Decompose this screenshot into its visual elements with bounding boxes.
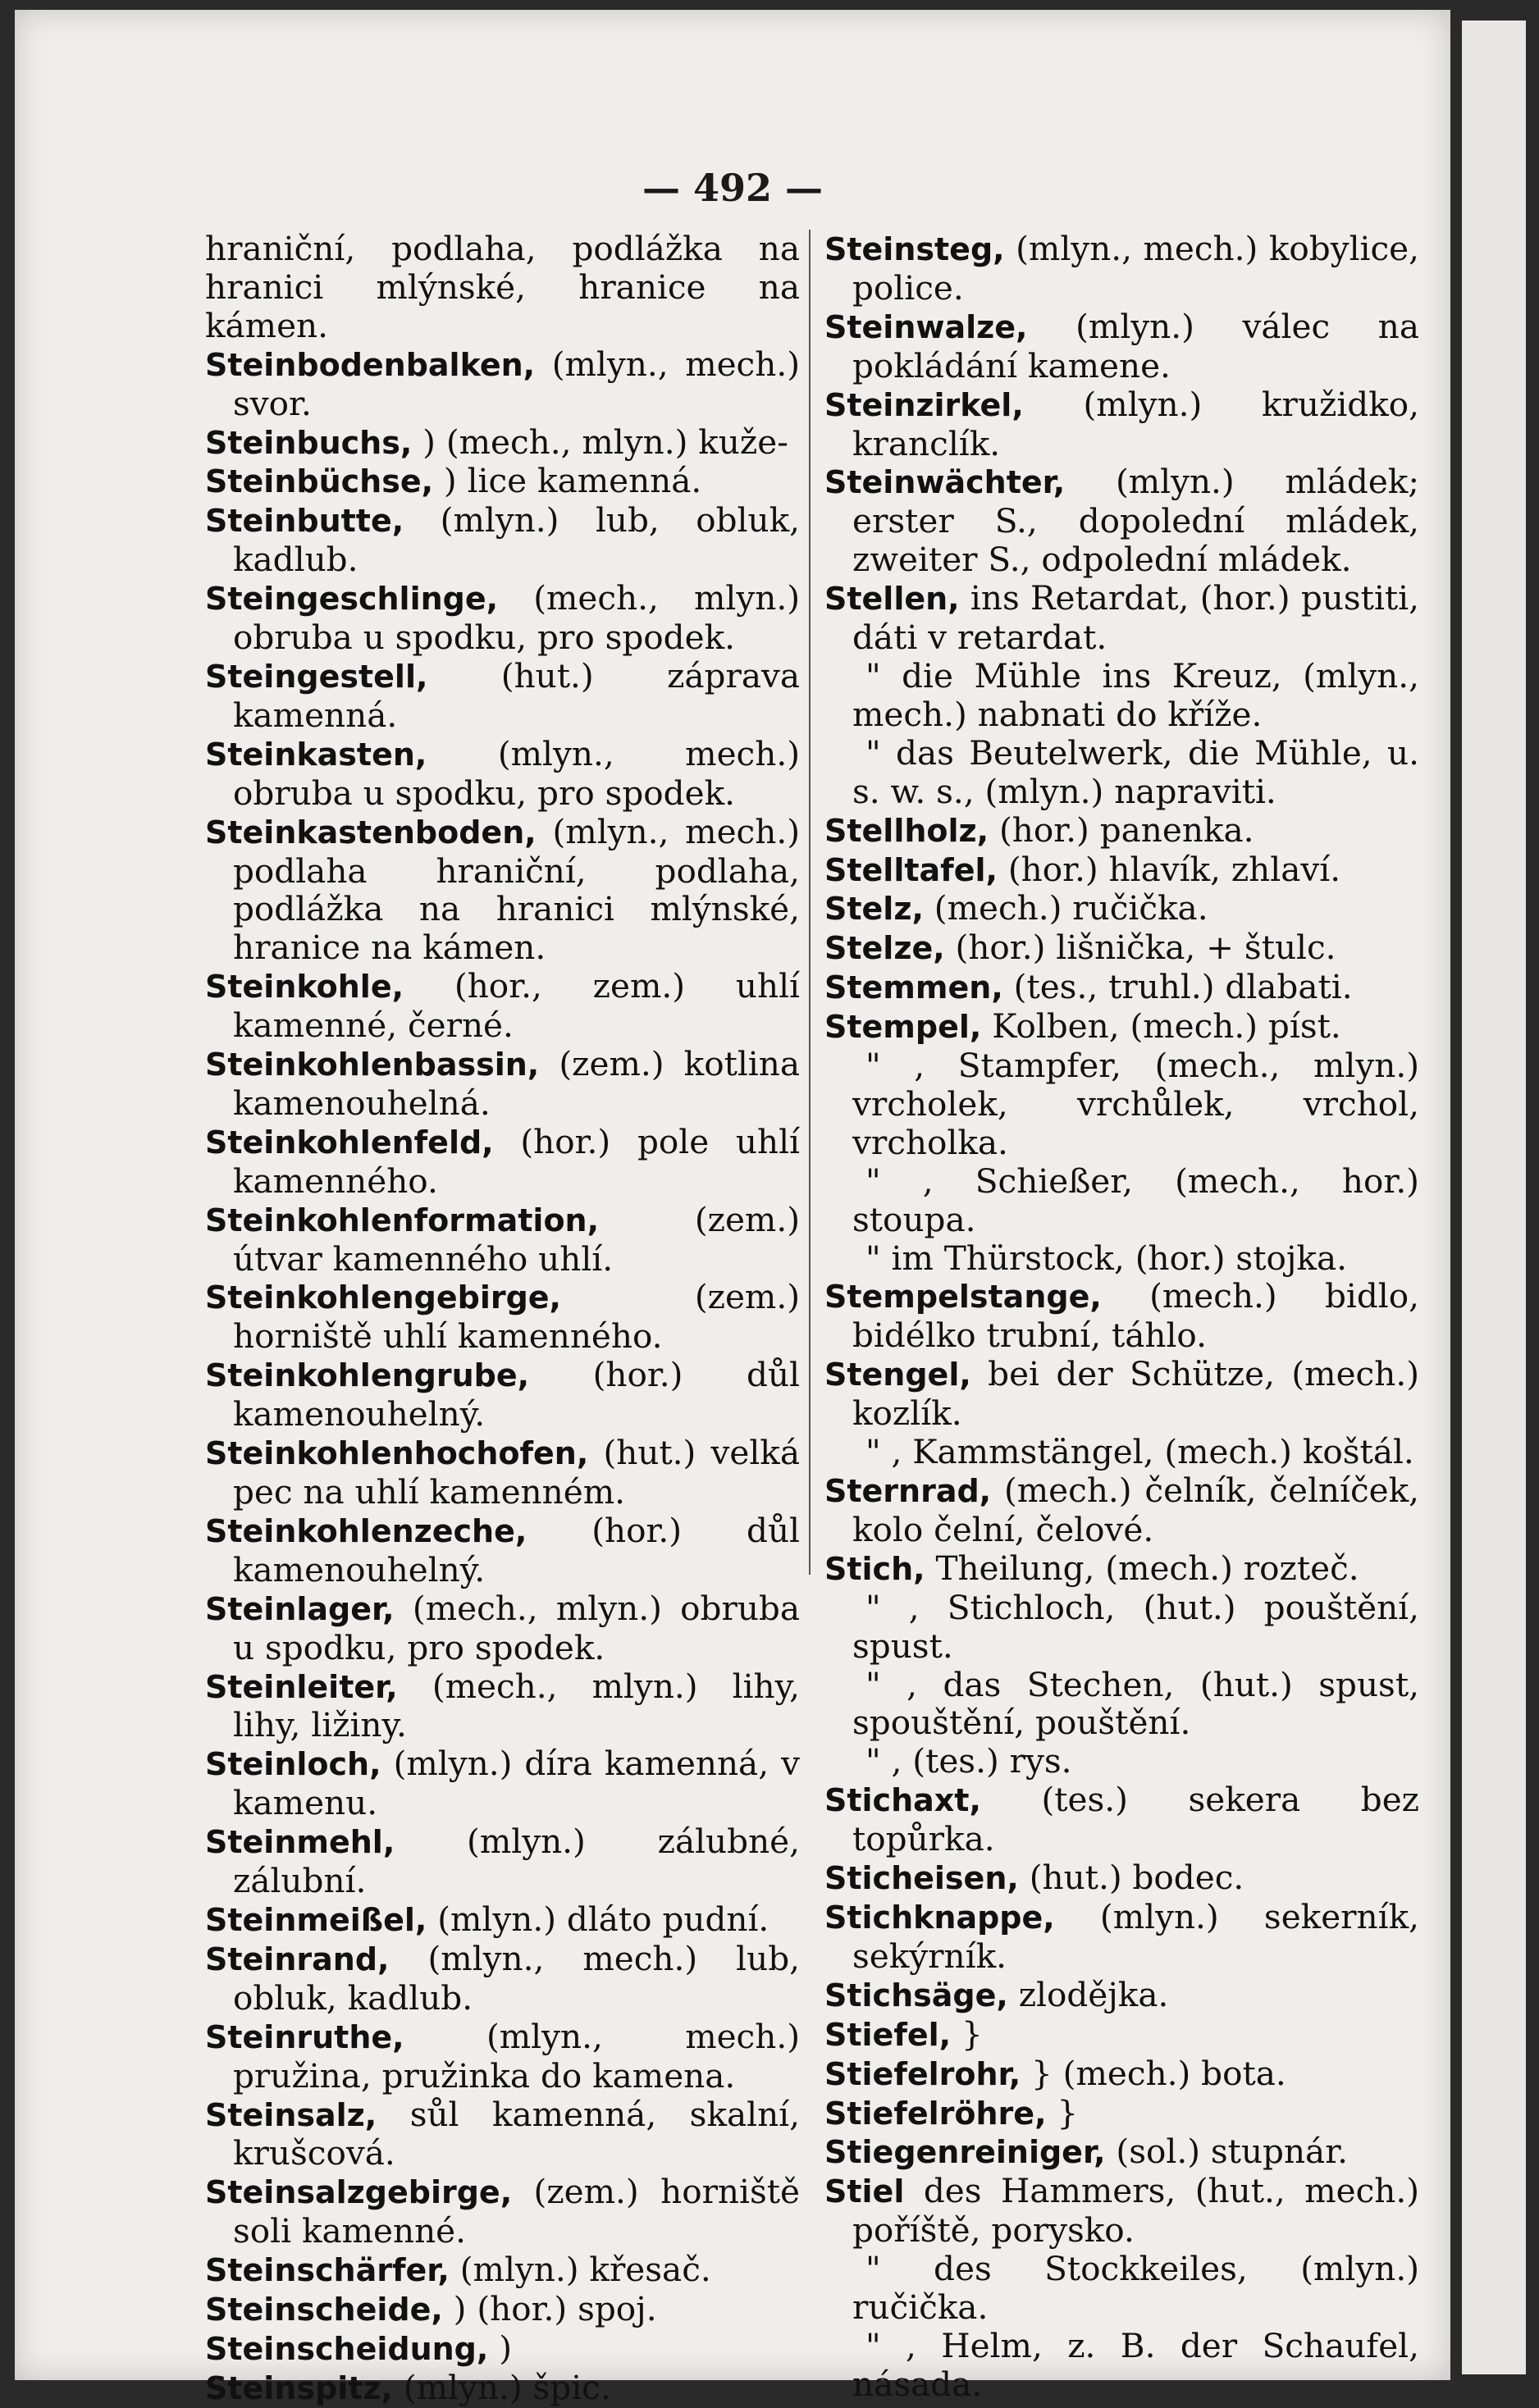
dictionary-entry	[824, 230, 1419, 308]
entry-headword: Stiel	[824, 2173, 905, 2210]
dictionary-entry	[205, 2290, 800, 2329]
dictionary-entry	[824, 308, 1419, 385]
dictionary-entry	[824, 385, 1419, 463]
dictionary-entry	[205, 2173, 800, 2251]
dictionary-entry	[205, 2329, 800, 2369]
entry-definition: (mech.) bidlo, bidélko trubní, táhlo.	[852, 1276, 1420, 1356]
dictionary-entry	[205, 1667, 800, 1745]
dictionary-entry	[824, 1355, 1419, 1433]
entry-definition: (mlyn.) sekerník, sekýrník.	[852, 1896, 1419, 1976]
dictionary-entry	[824, 1007, 1419, 1047]
entry-headword: " ,	[865, 1161, 934, 1201]
dictionary-entry	[824, 1781, 1419, 1858]
dictionary-entry	[824, 1858, 1419, 1898]
dictionary-entry	[205, 967, 800, 1045]
entry-headword: Steingeschlinge,	[205, 581, 499, 618]
entry-definition: die Mühle ins Kreuz, (mlyn., mech.) nabnati do kříže.	[852, 655, 1420, 734]
entry-definition: (hut.) velká pec na uhlí kamenném.	[233, 1433, 800, 1512]
entry-headword: Stichknappe,	[824, 1899, 1055, 1936]
entry-definition: (zem.) horniště uhlí kamenného.	[233, 1277, 800, 1357]
entry-headword: Steinwalze,	[824, 308, 1028, 345]
entry-definition: (hor., zem.) uhlí kamenné, černé.	[233, 966, 800, 1046]
left-column	[205, 229, 801, 2407]
entry-headword: Steinmeißel,	[205, 1901, 427, 1938]
dictionary-entry	[205, 1744, 800, 1822]
entry-headword: Steinkohlenhochofen,	[205, 1435, 589, 1472]
entry-definition: (mlyn., mech.) obruba u spodku, pro spodek.	[233, 733, 800, 813]
entry-headword: Stengel,	[824, 1357, 971, 1393]
entry-definition: ) (mech., mlyn.) kuže-	[422, 422, 788, 462]
entry-headword: Steinlager,	[205, 1590, 395, 1627]
entry-headword: Sticheisen,	[824, 1860, 1019, 1897]
dictionary-entry	[824, 928, 1419, 968]
dictionary-entry	[205, 501, 800, 579]
entry-headword: Stiegenreiniger,	[824, 2134, 1106, 2171]
dictionary-entry	[205, 735, 800, 813]
dictionary-entry	[824, 1742, 1419, 1781]
entry-definition: (mlyn.) válec na pokládání kamene.	[852, 306, 1420, 385]
entry-definition: Kolben, (mech.) píst.	[992, 1006, 1341, 1047]
entry-headword: Steinkohlengebirge,	[205, 1279, 561, 1316]
entry-headword: Steinbodenbalken,	[205, 346, 536, 383]
entry-headword: Steinwächter,	[824, 464, 1066, 501]
entry-headword: Steinleiter,	[205, 1668, 398, 1705]
dictionary-entry	[824, 2015, 1419, 2055]
entry-definition: (hor.) panenka.	[998, 810, 1254, 850]
entry-definition: zlodějka.	[1018, 1974, 1169, 2014]
entry-headword: Steinzirkel,	[824, 386, 1024, 423]
entry-headword: Steinkohlengrube,	[205, 1357, 530, 1394]
entry-headword: Stiefel,	[824, 2016, 952, 2053]
entry-headword: Steinruthe,	[205, 2018, 404, 2055]
entry-definition: sůl kamenná, skalní, krušcová.	[233, 2094, 800, 2173]
entry-headword: Steinscheidung,	[205, 2330, 489, 2367]
dictionary-entry	[205, 1940, 800, 2018]
entry-definition: (mech.) čelník, čelníček, kolo čelní, čelové.	[852, 1471, 1420, 1549]
entry-headword: Stelltafel,	[824, 851, 998, 888]
entry-definition: (mlyn.) zálubné, zálubní.	[233, 1822, 800, 1901]
dictionary-entry	[824, 889, 1419, 928]
entry-definition: (mlyn.) dláto pudní.	[437, 1899, 770, 1939]
entry-headword: Stellholz,	[824, 812, 989, 849]
entry-headword: Steinkastenboden,	[205, 814, 537, 851]
dictionary-entry	[205, 579, 800, 657]
entry-definition: (mlyn., mech.) podlaha hraniční, podlaha, podlážka na hranici mlýnské, hranice na kámen.	[233, 811, 800, 968]
entry-definition: ) (hor.) spoj.	[453, 2289, 657, 2329]
entry-definition: } (mech.) bota.	[1031, 2053, 1286, 2093]
entry-definition: (tes.) sekera bez topůrka.	[852, 1780, 1420, 1859]
entry-headword: Steinscheide,	[205, 2292, 443, 2328]
dictionary-entry	[205, 230, 800, 345]
entry-headword: Steinkasten,	[205, 736, 427, 773]
entry-headword: Steinmehl,	[205, 1824, 395, 1861]
dictionary-entry	[205, 1201, 800, 1279]
entry-definition: (hor.) důl kamenouhelný.	[233, 1355, 800, 1434]
entry-definition: (mlyn.) mládek; erster S., dopolední mládek, zweiter S., odpolední mládek.	[852, 462, 1419, 580]
dictionary-entry	[205, 2251, 800, 2290]
entry-headword: Steinspitz,	[205, 2369, 393, 2406]
entry-definition: (hor.) hlavík, zhlaví.	[1007, 849, 1341, 889]
entry-definition: (tes., truhl.) dlabati.	[1013, 967, 1353, 1007]
entry-definition: (mlyn., mech.) kobylice, police.	[852, 229, 1419, 308]
entry-definition: (hut.) záprava kamenná.	[233, 655, 801, 735]
entry-definition: Stichloch, (hut.) pouštění, spust.	[852, 1587, 1419, 1666]
entry-definition: (zem.) horniště soli kamenné.	[233, 2172, 800, 2251]
dictionary-entry	[205, 657, 800, 735]
entry-definition: (mech.) ručička.	[934, 888, 1208, 928]
entry-headword: Stichaxt,	[824, 1782, 981, 1819]
dictionary-entry	[824, 1277, 1419, 1355]
entry-headword: Steinbüchse,	[205, 463, 434, 500]
entry-definition: (sol.) stupnár.	[1116, 2132, 1348, 2172]
entry-definition: des Hammers, (hut., mech.) poříště, porysko.	[852, 2171, 1420, 2251]
entry-definition: (mlyn., mech.) pružina, pružinka do kamena.	[233, 2016, 800, 2096]
entry-definition: (mech., mlyn.) obruba u spodku, pro spodek.	[233, 1588, 800, 1667]
dictionary-entry	[824, 2094, 1419, 2133]
entry-definition: Kammstängel, (mech.) koštál.	[912, 1432, 1414, 1472]
entry-definition: (mlyn., mech.) svor.	[233, 344, 800, 423]
entry-headword: Sternrad,	[824, 1473, 992, 1509]
entry-headword: Steinloch,	[205, 1746, 381, 1783]
entry-headword: Stiefelröhre,	[824, 2095, 1047, 2132]
entry-definition: (hut.) bodec.	[1029, 1858, 1244, 1898]
entry-headword: Steinsalzgebirge,	[205, 2174, 513, 2211]
dictionary-entry	[205, 1822, 800, 1900]
dictionary-entry	[205, 2018, 800, 2096]
entry-headword: "	[865, 2249, 881, 2289]
entry-headword: Steinbuchs,	[205, 424, 413, 461]
entry-definition: Stampfer, (mech., mlyn.) vrcholek, vrchůlek, vrchol, vrcholka.	[852, 1046, 1419, 1162]
entry-definition: (hor.) důl kamenouhelný.	[233, 1510, 800, 1589]
entry-headword: Stichsäge,	[824, 1977, 1008, 2014]
entry-headword: Stempel,	[824, 1009, 982, 1046]
entry-headword: Stelz,	[824, 891, 924, 928]
entry-definition: ins Retardat, (hor.) pustiti, dáti v retardat.	[852, 578, 1419, 658]
entry-headword: Steinsalz,	[205, 2096, 377, 2133]
entry-definition: (mlyn.) kružidko, kranclík.	[852, 384, 1419, 463]
page-number: — 492 —	[642, 166, 824, 210]
dictionary-entry	[205, 462, 800, 501]
entry-definition: Theilung, (mech.) rozteč.	[935, 1548, 1359, 1588]
entry-headword: " ,	[865, 1741, 902, 1781]
dictionary-entry	[205, 1434, 800, 1512]
entry-headword: Steinrand,	[205, 1941, 390, 1977]
entry-headword: Steinkohlenbassin,	[205, 1047, 540, 1083]
dictionary-entry	[824, 1589, 1419, 1666]
dictionary-entry	[824, 2250, 1419, 2327]
entry-definition: (mlyn.) díra kamenná, v kamenu.	[233, 1744, 800, 1823]
dictionary-entry	[205, 1900, 800, 1940]
entry-headword: "	[865, 655, 881, 695]
entry-definition: des Stockkeiles, (mlyn.) ručička.	[852, 2249, 1419, 2328]
entry-definition: (hor.) pole uhlí kamenného.	[233, 1121, 801, 1201]
entry-headword: Steinkohle,	[205, 969, 404, 1006]
dictionary-entry	[824, 1433, 1419, 1471]
dictionary-entry	[205, 423, 800, 463]
dictionary-entry	[824, 463, 1419, 579]
dictionary-entry	[824, 2055, 1419, 2094]
entry-definition: (mlyn.) křesač.	[459, 2250, 711, 2290]
entry-headword: Steinsteg,	[824, 231, 1005, 267]
entry-definition: (mech., mlyn.) obruba u spodku, pro spodek.	[233, 578, 800, 658]
dictionary-entry	[824, 734, 1419, 811]
dictionary-entry	[205, 1123, 800, 1201]
dictionary-entry	[824, 1239, 1419, 1278]
entry-definition: (tes.) rys.	[912, 1741, 1072, 1781]
dictionary-entry	[205, 2096, 800, 2173]
dictionary-entry	[824, 657, 1419, 734]
dictionary-entry	[824, 1898, 1419, 1976]
entry-definition: das Beutelwerk, die Mühle, u. s. w. s., (mlyn.) napraviti.	[852, 732, 1419, 811]
right-column	[824, 229, 1420, 2404]
dictionary-entry	[824, 1047, 1419, 1162]
dictionary-entry	[824, 2172, 1419, 2250]
entry-definition: hraniční, podlaha, podlážka na hranici mlýnské, hranice na kámen.	[205, 229, 800, 345]
entry-definition: ) lice kamenná.	[443, 461, 702, 501]
dictionary-entry	[824, 579, 1419, 657]
entry-headword: "	[865, 1238, 881, 1278]
entry-headword: Stich,	[824, 1550, 925, 1587]
dictionary-entry	[824, 851, 1419, 890]
dictionary-entry	[824, 1471, 1419, 1549]
dictionary-entry	[824, 2327, 1419, 2404]
entry-definition: im Thürstock, (hor.) stojka.	[891, 1238, 1347, 1278]
entry-definition: (mlyn.) lub, obluk, kadlub.	[233, 500, 801, 580]
entry-headword: Steinkohlenformation,	[205, 1202, 600, 1238]
entry-headword: "	[865, 732, 881, 773]
entry-headword: " ,	[865, 1046, 925, 1086]
entry-definition: (mlyn., mech.) lub, obluk, kadlub.	[233, 1938, 801, 2018]
entry-definition: }	[1057, 2092, 1079, 2132]
entry-definition: Helm, z. B. der Schaufel, násada.	[852, 2325, 1419, 2404]
entry-definition: (mech., mlyn.) lihy, lihy, ližiny.	[233, 1666, 801, 1745]
dictionary-entry	[205, 345, 800, 423]
dictionary-entry	[824, 811, 1419, 851]
entry-headword: Stelze,	[824, 930, 945, 967]
dictionary-entry	[824, 968, 1419, 1007]
entry-headword: " ,	[865, 1432, 902, 1472]
entry-definition: }	[961, 2014, 983, 2054]
entry-headword: " ,	[865, 1587, 920, 1627]
entry-headword: Stiefelrohr,	[824, 2055, 1021, 2092]
entry-headword: Steingestell,	[205, 658, 428, 695]
dictionary-entry	[205, 1589, 800, 1667]
entry-headword: Stellen,	[824, 581, 960, 618]
entry-definition: (hor.) lišnička, + štulc.	[955, 928, 1336, 968]
dictionary-entry	[205, 1356, 800, 1434]
entry-headword: Stempelstange,	[824, 1279, 1102, 1316]
scanned-page	[15, 10, 1450, 2407]
entry-definition: Schießer, (mech., hor.) stoupa.	[852, 1161, 1419, 1239]
entry-headword: Steinbutte,	[205, 503, 404, 540]
entry-headword: " ,	[865, 1664, 917, 1704]
dictionary-entry	[205, 1278, 800, 1356]
entry-definition: )	[499, 2328, 513, 2368]
entry-definition: das Stechen, (hut.) spust, spouštění, pouštění.	[852, 1664, 1419, 1743]
entry-headword: Steinkohlenzeche,	[205, 1512, 527, 1549]
entry-definition: bei der Schütze, (mech.) kozlík.	[852, 1354, 1419, 1434]
column-divider	[809, 230, 811, 1575]
dictionary-entry	[824, 2132, 1419, 2172]
entry-headword: Steinkohlenfeld,	[205, 1124, 494, 1161]
adjacent-page-edge	[1462, 21, 1526, 2374]
entry-headword: Steinschärfer,	[205, 2252, 450, 2289]
entry-definition: (zem.) útvar kamenného uhlí.	[233, 1199, 800, 1279]
dictionary-entry	[205, 1045, 800, 1123]
dictionary-entry	[824, 1666, 1419, 1743]
dictionary-entry	[205, 1512, 800, 1589]
dictionary-entry	[205, 813, 800, 968]
entry-headword: " ,	[865, 2325, 916, 2365]
dictionary-entry	[824, 1976, 1419, 2015]
entry-definition: (mlyn.) špic.	[403, 2367, 611, 2407]
entry-definition: (zem.) kotlina kamenouhelná.	[233, 1044, 800, 1123]
dictionary-entry	[824, 1549, 1419, 1589]
entry-headword: Stemmen,	[824, 969, 1003, 1006]
dictionary-entry	[824, 1162, 1419, 1239]
dictionary-entry	[205, 2369, 800, 2408]
